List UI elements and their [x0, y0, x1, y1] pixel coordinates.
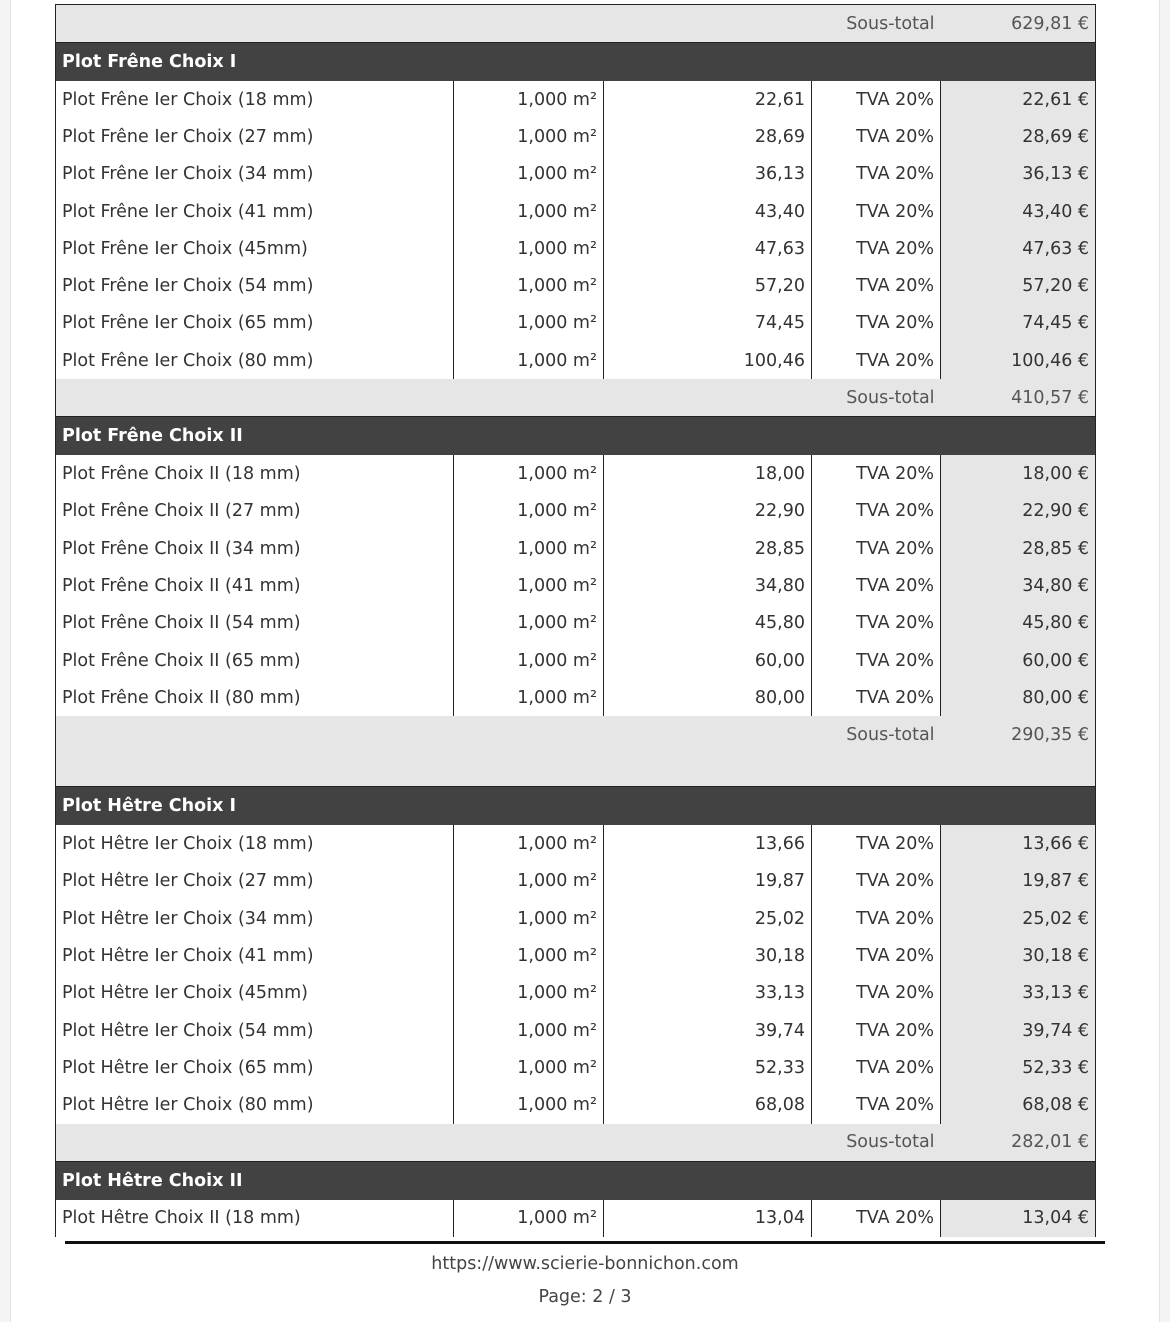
table-row [56, 305, 1096, 342]
item-total: 39,74 € [941, 1012, 1096, 1049]
item-quantity: 1,000 m² [454, 193, 604, 230]
item-description: Plot Hêtre Ier Choix (80 mm) [56, 1087, 454, 1124]
item-quantity: 1,000 m² [454, 642, 604, 679]
item-tax: TVA 20% [856, 350, 935, 371]
item-tax: TVA 20% [856, 834, 935, 855]
item-tax: TVA 20% [856, 575, 935, 596]
section-header-row [56, 417, 1096, 456]
section-header-row [56, 787, 1096, 826]
subtotal-label: Sous-total [56, 379, 941, 417]
item-description: Plot Frêne Choix II (18 mm) [56, 455, 454, 492]
item-quantity: 1,000 m² [454, 1200, 604, 1237]
table-row [56, 1049, 1096, 1086]
table-row [56, 1087, 1096, 1124]
item-total: 100,46 € [941, 342, 1096, 379]
item-unit-price: 60,00 [604, 642, 812, 679]
table-row [56, 267, 1096, 304]
item-tax: TVA 20% [856, 613, 935, 634]
table-row [56, 156, 1096, 193]
item-unit-price: 25,02 [604, 900, 812, 937]
item-unit-price: 74,45 [604, 305, 812, 342]
table-row [56, 642, 1096, 679]
page-bottom-rule [65, 1241, 1105, 1244]
item-description: Plot Hêtre Ier Choix (27 mm) [56, 863, 454, 900]
item-total: 57,20 € [941, 267, 1096, 304]
section-title: Plot Frêne Choix I [56, 43, 1096, 82]
item-description: Plot Frêne Choix II (34 mm) [56, 530, 454, 567]
item-description: Plot Frêne Choix II (80 mm) [56, 679, 454, 716]
quote-lines-table [55, 4, 1096, 1237]
table-row [56, 455, 1096, 492]
item-quantity: 1,000 m² [454, 567, 604, 604]
item-unit-price: 43,40 [604, 193, 812, 230]
item-description: Plot Frêne Ier Choix (41 mm) [56, 193, 454, 230]
item-quantity: 1,000 m² [454, 342, 604, 379]
table-row [56, 863, 1096, 900]
item-description: Plot Frêne Choix II (27 mm) [56, 493, 454, 530]
item-quantity: 1,000 m² [454, 156, 604, 193]
item-description: Plot Frêne Ier Choix (18 mm) [56, 81, 454, 118]
subtotal-value: 290,35 € [941, 716, 1096, 787]
item-quantity: 1,000 m² [454, 455, 604, 492]
item-unit-price: 33,13 [604, 975, 812, 1012]
item-description: Plot Hêtre Ier Choix (41 mm) [56, 937, 454, 974]
item-unit-price: 57,20 [604, 267, 812, 304]
item-unit-price: 45,80 [604, 605, 812, 642]
section-title: Plot Frêne Choix II [56, 417, 1096, 456]
section-title: Plot Hêtre Choix I [56, 787, 1096, 826]
footer-page-number: Page: 2 / 3 [538, 1287, 632, 1307]
table-row [56, 679, 1096, 716]
item-total: 52,33 € [941, 1049, 1096, 1086]
item-total: 47,63 € [941, 230, 1096, 267]
item-tax: TVA 20% [856, 89, 935, 110]
item-unit-price: 13,04 [604, 1200, 812, 1237]
item-unit-price: 52,33 [604, 1049, 812, 1086]
table-row [56, 493, 1096, 530]
item-description: Plot Frêne Ier Choix (27 mm) [56, 118, 454, 155]
item-total: 80,00 € [941, 679, 1096, 716]
item-description: Plot Hêtre Ier Choix (45mm) [56, 975, 454, 1012]
item-unit-price: 19,87 [604, 863, 812, 900]
item-unit-price: 36,13 [604, 156, 812, 193]
item-tax: TVA 20% [856, 313, 935, 334]
item-tax: TVA 20% [856, 1095, 935, 1116]
table-row [56, 1012, 1096, 1049]
item-quantity: 1,000 m² [454, 679, 604, 716]
section-header-row [56, 1161, 1096, 1200]
item-total: 45,80 € [941, 605, 1096, 642]
item-description: Plot Frêne Ier Choix (45mm) [56, 230, 454, 267]
table-row [56, 230, 1096, 267]
table-row [56, 567, 1096, 604]
item-description: Plot Frêne Ier Choix (54 mm) [56, 267, 454, 304]
table-row [56, 342, 1096, 379]
item-unit-price: 39,74 [604, 1012, 812, 1049]
item-total: 60,00 € [941, 642, 1096, 679]
item-quantity: 1,000 m² [454, 81, 604, 118]
item-total: 28,69 € [941, 118, 1096, 155]
item-tax: TVA 20% [856, 871, 935, 892]
item-tax: TVA 20% [856, 538, 935, 559]
table-row [56, 118, 1096, 155]
table-row [56, 1200, 1096, 1237]
item-total: 22,61 € [941, 81, 1096, 118]
table-row [56, 900, 1096, 937]
item-tax: TVA 20% [856, 650, 935, 671]
item-quantity: 1,000 m² [454, 493, 604, 530]
item-quantity: 1,000 m² [454, 530, 604, 567]
item-unit-price: 28,69 [604, 118, 812, 155]
item-quantity: 1,000 m² [454, 605, 604, 642]
item-tax: TVA 20% [856, 238, 935, 259]
item-tax: TVA 20% [856, 501, 935, 522]
item-description: Plot Hêtre Ier Choix (18 mm) [56, 825, 454, 862]
item-quantity: 1,000 m² [454, 900, 604, 937]
item-tax: TVA 20% [856, 945, 935, 966]
item-unit-price: 68,08 [604, 1087, 812, 1124]
table-row [56, 81, 1096, 118]
item-total: 36,13 € [941, 156, 1096, 193]
item-unit-price: 47,63 [604, 230, 812, 267]
item-tax: TVA 20% [856, 983, 935, 1004]
subtotal-label: Sous-total [56, 1124, 941, 1162]
item-description: Plot Frêne Ier Choix (80 mm) [56, 342, 454, 379]
item-total: 74,45 € [941, 305, 1096, 342]
item-unit-price: 100,46 [604, 342, 812, 379]
item-total: 34,80 € [941, 567, 1096, 604]
subtotal-label: Sous-total [56, 716, 941, 787]
item-tax: TVA 20% [856, 276, 935, 297]
section-title: Plot Hêtre Choix II [56, 1161, 1096, 1200]
item-description: Plot Hêtre Ier Choix (34 mm) [56, 900, 454, 937]
item-description: Plot Frêne Choix II (41 mm) [56, 567, 454, 604]
item-quantity: 1,000 m² [454, 1087, 604, 1124]
item-total: 13,66 € [941, 825, 1096, 862]
item-total: 68,08 € [941, 1087, 1096, 1124]
item-total: 18,00 € [941, 455, 1096, 492]
item-quantity: 1,000 m² [454, 1012, 604, 1049]
item-description: Plot Frêne Ier Choix (34 mm) [56, 156, 454, 193]
item-unit-price: 28,85 [604, 530, 812, 567]
table-row [56, 975, 1096, 1012]
subtotal-value: 282,01 € [941, 1124, 1096, 1162]
item-description: Plot Frêne Choix II (65 mm) [56, 642, 454, 679]
subtotal-row [56, 716, 1096, 787]
item-tax: TVA 20% [856, 201, 935, 222]
item-description: Plot Hêtre Ier Choix (65 mm) [56, 1049, 454, 1086]
subtotal-label: Sous-total [56, 5, 941, 43]
item-total: 30,18 € [941, 937, 1096, 974]
item-tax: TVA 20% [856, 687, 935, 708]
item-unit-price: 34,80 [604, 567, 812, 604]
item-tax: TVA 20% [856, 1057, 935, 1078]
item-description: Plot Frêne Ier Choix (65 mm) [56, 305, 454, 342]
item-unit-price: 80,00 [604, 679, 812, 716]
subtotal-row [56, 5, 1096, 43]
item-quantity: 1,000 m² [454, 975, 604, 1012]
item-total: 43,40 € [941, 193, 1096, 230]
quote-table-body [56, 5, 1096, 1238]
item-unit-price: 30,18 [604, 937, 812, 974]
item-quantity: 1,000 m² [454, 230, 604, 267]
item-tax: TVA 20% [856, 126, 935, 147]
item-description: Plot Hêtre Ier Choix (54 mm) [56, 1012, 454, 1049]
item-quantity: 1,000 m² [454, 825, 604, 862]
item-description: Plot Hêtre Choix II (18 mm) [56, 1200, 454, 1237]
item-total: 28,85 € [941, 530, 1096, 567]
table-row [56, 193, 1096, 230]
subtotal-row [56, 1124, 1096, 1162]
item-total: 25,02 € [941, 900, 1096, 937]
table-row [56, 825, 1096, 862]
item-description: Plot Frêne Choix II (54 mm) [56, 605, 454, 642]
table-row [56, 605, 1096, 642]
item-total: 33,13 € [941, 975, 1096, 1012]
item-quantity: 1,000 m² [454, 937, 604, 974]
table-row [56, 530, 1096, 567]
item-unit-price: 22,61 [604, 81, 812, 118]
item-tax: TVA 20% [856, 164, 935, 185]
table-row [56, 937, 1096, 974]
item-total: 13,04 € [941, 1200, 1096, 1237]
subtotal-value: 410,57 € [941, 379, 1096, 417]
item-tax: TVA 20% [856, 464, 935, 485]
item-tax: TVA 20% [856, 908, 935, 929]
item-quantity: 1,000 m² [454, 1049, 604, 1086]
item-quantity: 1,000 m² [454, 863, 604, 900]
item-quantity: 1,000 m² [454, 118, 604, 155]
item-unit-price: 13,66 [604, 825, 812, 862]
item-total: 22,90 € [941, 493, 1096, 530]
item-unit-price: 18,00 [604, 455, 812, 492]
subtotal-value: 629,81 € [941, 5, 1096, 43]
item-tax: TVA 20% [856, 1020, 935, 1041]
item-tax: TVA 20% [856, 1208, 935, 1229]
item-total: 19,87 € [941, 863, 1096, 900]
item-quantity: 1,000 m² [454, 305, 604, 342]
item-unit-price: 22,90 [604, 493, 812, 530]
footer-website-url: https://www.scierie-bonnichon.com [431, 1254, 739, 1274]
item-quantity: 1,000 m² [454, 267, 604, 304]
section-header-row [56, 43, 1096, 82]
subtotal-row [56, 379, 1096, 417]
